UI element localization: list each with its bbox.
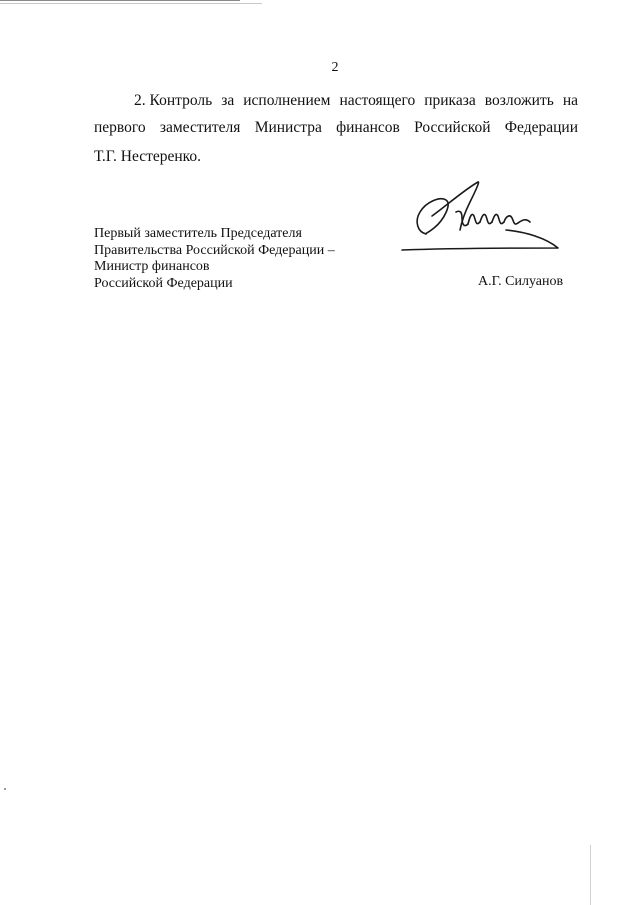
signatory-position	[94, 226, 335, 292]
page-number: 2	[331, 60, 339, 75]
paragraph-line-2	[94, 119, 578, 137]
scan-artifact-line	[0, 0, 240, 1]
paragraph-word: возложить	[484, 92, 554, 109]
paragraph-word: на	[562, 92, 578, 109]
paragraph-line-3: Т.Г. Нестеренко.	[94, 148, 202, 165]
position-line: Правительства Российской Федерации –	[94, 242, 335, 258]
paragraph-line-1	[94, 92, 578, 110]
paragraph-word: за	[221, 92, 235, 109]
paragraph-word: заместителя	[159, 119, 241, 136]
paragraph-word: Федерации	[504, 119, 578, 136]
paragraph-word: исполнением	[243, 92, 331, 109]
position-line: Российской Федерации	[94, 275, 233, 291]
position-line: Первый заместитель Председателя	[94, 226, 302, 241]
paragraph-word: Российской	[414, 119, 491, 136]
scan-artifact-dot	[4, 788, 6, 790]
paragraph-word: Министра	[254, 119, 322, 136]
position-line: Министр финансов	[94, 259, 210, 274]
handwritten-signature	[396, 176, 562, 256]
scan-artifact-mark	[590, 845, 591, 905]
paragraph-word: настоящего	[339, 92, 416, 109]
paragraph-word: приказа	[424, 92, 476, 109]
paragraph-word: первого	[94, 119, 146, 136]
paragraph-word: финансов	[336, 119, 400, 136]
paragraph-word: 2. Контроль	[134, 92, 213, 109]
signer-name: А.Г. Силуанов	[478, 274, 564, 289]
scan-artifact-line	[0, 3, 262, 4]
